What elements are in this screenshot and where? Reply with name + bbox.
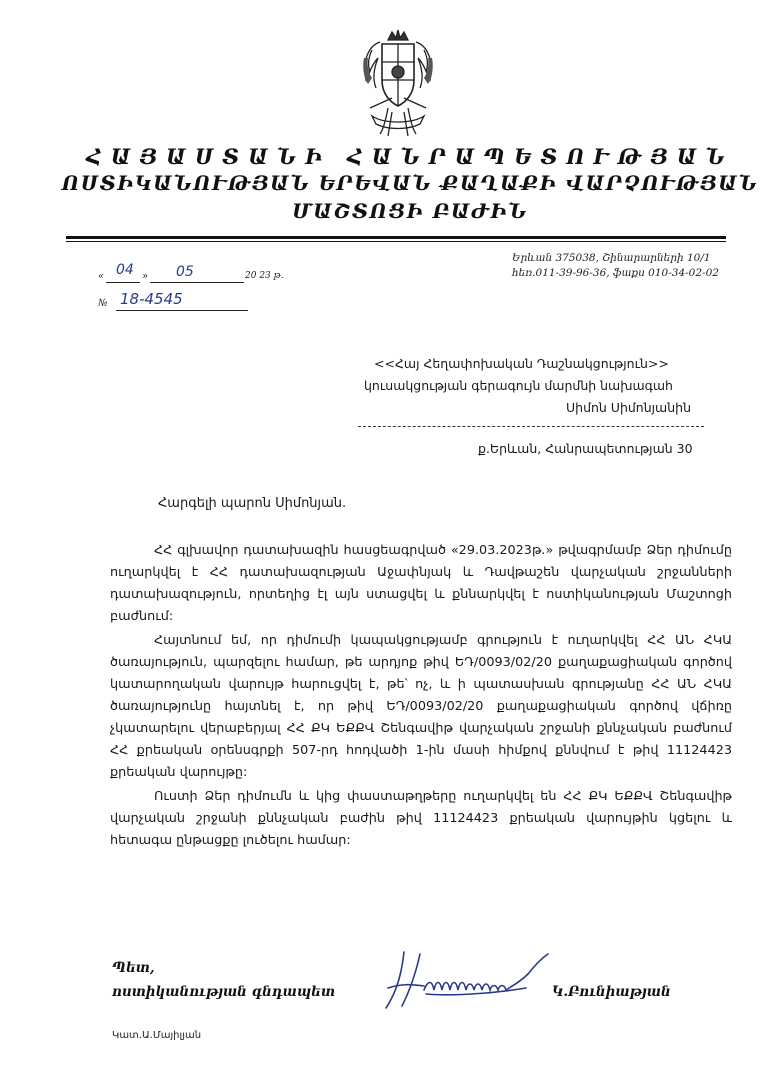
body-paragraph: Հայտնում եմ, որ դիմումի կապակցությամբ գրություն է ուղարկվել ՀՀ ԱՆ ՀԿԱ ծառայություն, պարզելու համար, թե արդյոք թիվ ԵԴ/0093/02/20 քաղաքացիական գործով կատարողական վարույթ հարուցվել է, թե՝ ոչ, և ի պատասխան գրությանը ՀՀ ԱՆ ՀԿԱ ծառայությունը հայտնել է, որ թիվ ԵԴ/0093/02/20 քաղաքացիական գործով վճիռը չկատարելու վերաբերյալ ՀՀ ՔԿ ԵՔՔՎ Շենգավիթ վարչական շրջանի քննչական բաժնում ՀՀ քրեական օրենսգրքի 507-րդ հոդվածի 1-ին մասի հիմքով քննվում է թիվ 11124423 քրեական վարույթը:	[110, 633, 732, 780]
header-divider-thick	[66, 236, 726, 239]
header-divider-thin	[66, 241, 726, 242]
body-paragraph: ՀՀ գլխավոր դատախազին հասցեագրված «29.03.2023թ.» թվագրմամբ Ձեր դիմումը ուղարկվել է ՀՀ դատախազության Աջափնյակ և Դավթաշեն վարչական շրջանների դատախազություն, որտեղից էլ այն ստացվել և քննարկվել է ոստիկանության Մաշտոցի բաժնում:	[110, 543, 732, 624]
recipient-address: ք.Երևան, Հանրապետության 30	[478, 441, 693, 456]
date-month: 05	[176, 264, 194, 280]
handwritten-signature-icon	[380, 950, 550, 1010]
date-year: 20 23 թ.	[245, 271, 284, 281]
recipient-name: Սիմոն Սիմոնյանին	[566, 400, 691, 415]
recipient-organization: <<Հայ Հեղափոխական Դաշնակցություն>>	[374, 356, 669, 371]
salutation: Հարգելի պարոն Սիմոնյան.	[158, 496, 347, 511]
signatory-rank: ոստիկանության գնդապետ	[112, 984, 336, 1000]
signatory-name: Կ.Բունիաթյան	[552, 984, 671, 1000]
date-day: 04	[116, 262, 134, 278]
date-open-quote: «	[98, 271, 105, 282]
recipient-position: կուսակցության գերագույն մարմնի նախագահ	[364, 378, 673, 393]
letter-body	[110, 540, 732, 854]
header-division: ՄԱՇՏՈՑԻ ԲԱԺԻՆ	[292, 199, 528, 223]
header-police-department: ՈՍՏԻԿԱՆՈՒԹՅԱՆ ԵՐԵՎԱՆ ՔԱՂԱՔԻ ՎԱՐՉՈՒԹՅԱՆ	[61, 171, 759, 195]
header-country: ՀԱՅԱՍՏԱՆԻ ՀԱՆՐԱՊԵՏՈՒԹՅԱՆ	[86, 144, 734, 169]
outgoing-number-field	[98, 292, 258, 312]
signatory-title: Պետ,	[112, 960, 155, 976]
executor-name: Կատ.Ա.Մայիլյան	[112, 1030, 202, 1041]
number-value: 18-4545	[120, 290, 183, 308]
address-line-1: Երևան 375038, Շինարարների 10/1	[512, 252, 711, 264]
coat-of-arms-icon	[358, 28, 438, 140]
date-close-quote: »	[142, 271, 149, 282]
date-field	[98, 262, 298, 286]
date-month-underline	[150, 268, 244, 283]
number-label: №	[98, 298, 108, 309]
address-line-2: հեռ.011-39-96-36, ֆաքս 010-34-02-02	[512, 267, 719, 279]
recipient-divider	[358, 426, 704, 427]
body-paragraph: Ուստի Ձեր դիմումն և կից փաստաթղթերը ուղարկվել են ՀՀ ՔԿ ԵՔՔՎ Շենգավիթ վարչական շրջանի քննչական բաժին թիվ 11124423 քրեական վարույթին կցելու և հետագա ընթացքը լուծելու համար:	[110, 789, 732, 848]
